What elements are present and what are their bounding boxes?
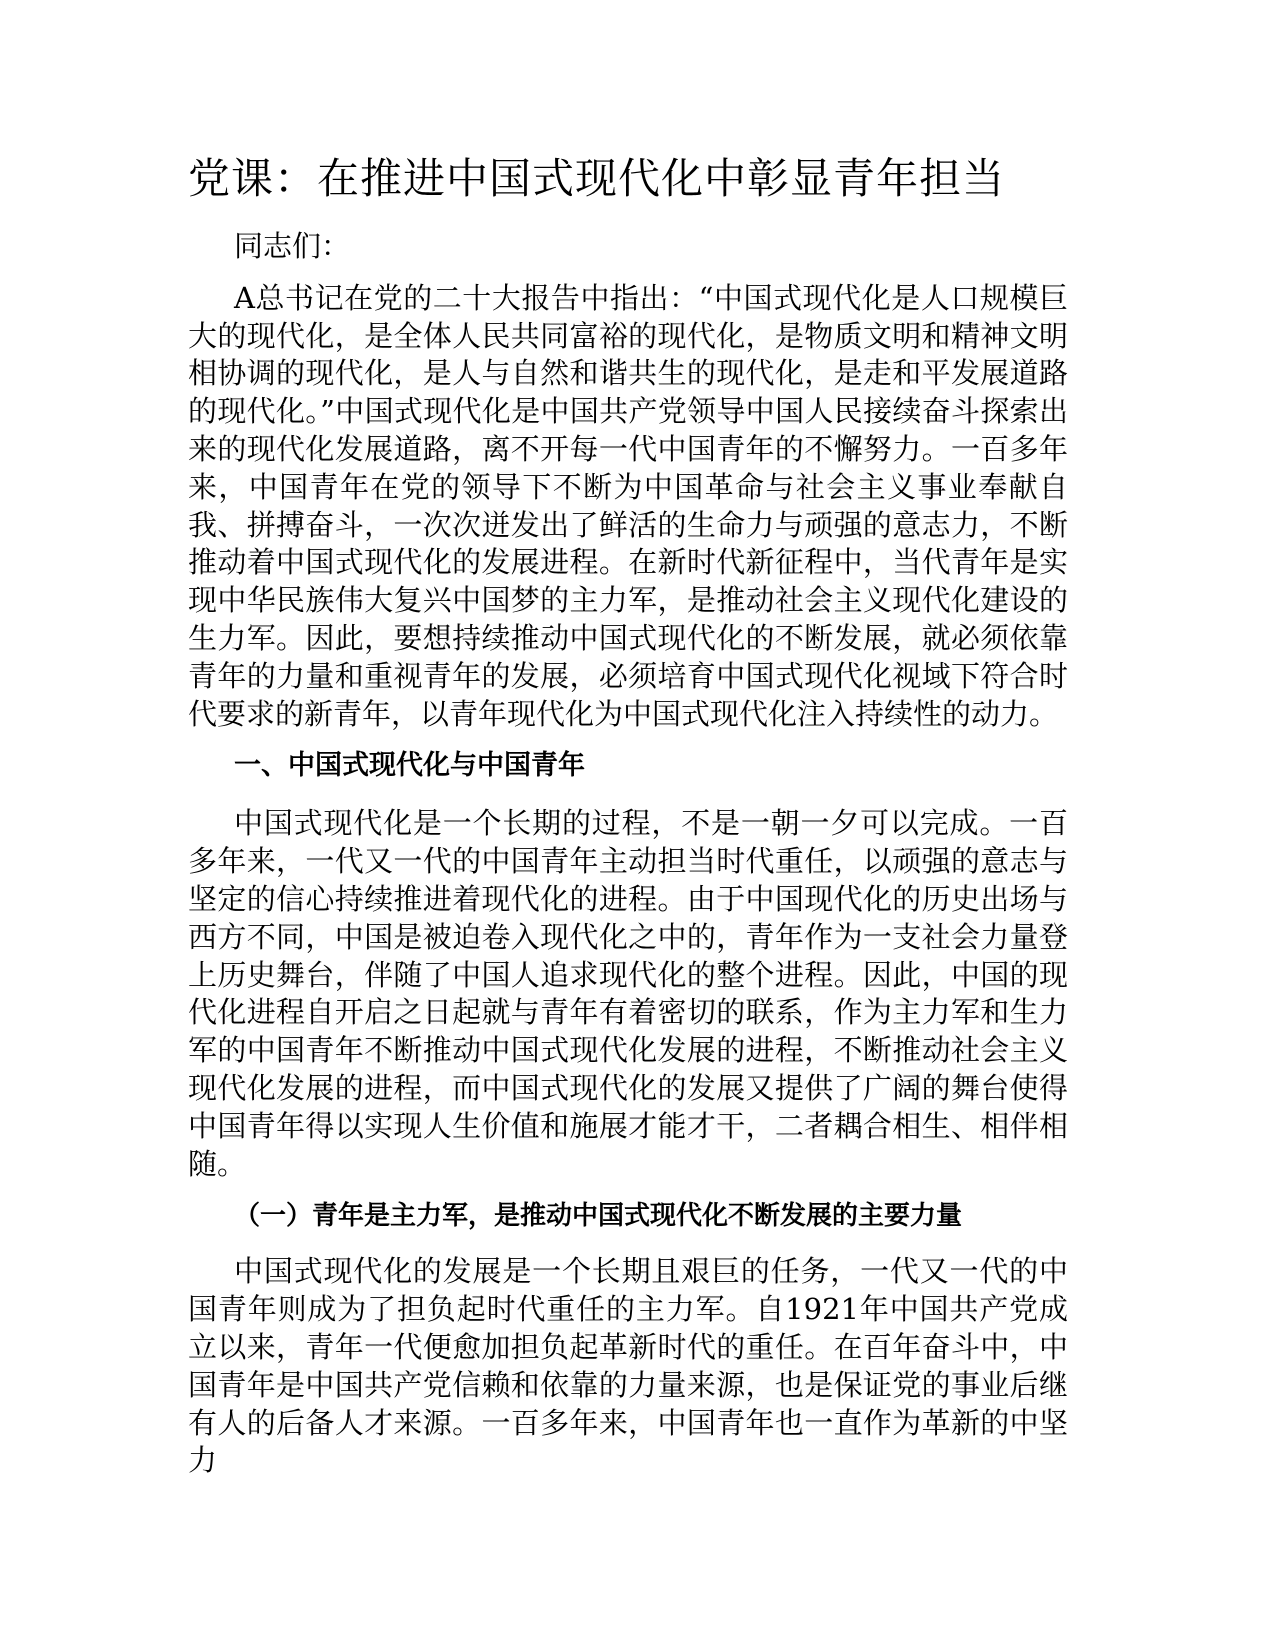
section-paragraph: 中国式现代化是一个长期的过程，不是一朝一夕可以完成。一百多年来，一代又一代的中国青年主动担当时代重任，以顽强的意志与坚定的信心持续推进着现代化的进程。由于中国现代化的历史出场与西方不同，中国是被迫卷入现代化之中的，青年作为一支社会力量登上历史舞台，伴随了中国人追求现代化的整个进程。因此，中国的现代化进程自开启之日起就与青年有着密切的联系，作为主力军和生力军的中国青年不断推动中国式现代化发展的进程，不断推动社会主义现代化发展的进程，而中国式现代化的发展又提供了广阔的舞台使得中国青年得以实现人生价值和施展才能才干，二者耦合相生、相伴相随。 bbox=[188, 806, 1068, 1181]
salutation: 同志们： bbox=[234, 229, 351, 263]
document-body bbox=[188, 148, 1068, 1494]
section-heading: 一、中国式现代化与中国青年 bbox=[234, 750, 585, 782]
document-title: 党课：在推进中国式现代化中彰显青年担当 bbox=[188, 154, 1006, 203]
subsection-paragraph: 中国式现代化的发展是一个长期且艰巨的任务，一代又一代的中国青年则成为了担负起时代重任的主力军。自1921年中国共产党成立以来，青年一代便愈加担负起革新时代的重任。在百年奋斗中，中国青年是中国共产党信赖和依靠的力量来源，也是保证党的事业后继有人的后备人才来源。一百多年来，中国青年也一直作为革新的中坚力 bbox=[188, 1254, 1068, 1478]
subsection-heading: （一）青年是主力军，是推动中国式现代化不断发展的主要力量 bbox=[234, 1201, 963, 1232]
intro-paragraph: A总书记在党的二十大报告中指出：“中国式现代化是人口规模巨大的现代化，是全体人民共同富裕的现代化，是物质文明和精神文明相协调的现代化，是人与自然和谐共生的现代化，是走和平发展道路的现代化。”中国式现代化是中国共产党领导中国人民接续奋斗探索出来的现代化发展道路，离不开每一代中国青年的不懈努力。一百多年来，中国青年在党的领导下不断为中国革命与社会主义事业奉献自我、拼搏奋斗，一次次迸发出了鲜活的生命力与顽强的意志力，不断推动着中国式现代化的发展进程。在新时代新征程中，当代青年是实现中华民族伟大复兴中国梦的主力军，是推动社会主义现代化建设的生力军。因此，要想持续推动中国式现代化的不断发展，就必须依靠青年的力量和重视青年的发展，必须培育中国式现代化视域下符合时代要求的新青年，以青年现代化为中国式现代化注入持续性的动力。 bbox=[188, 280, 1068, 731]
